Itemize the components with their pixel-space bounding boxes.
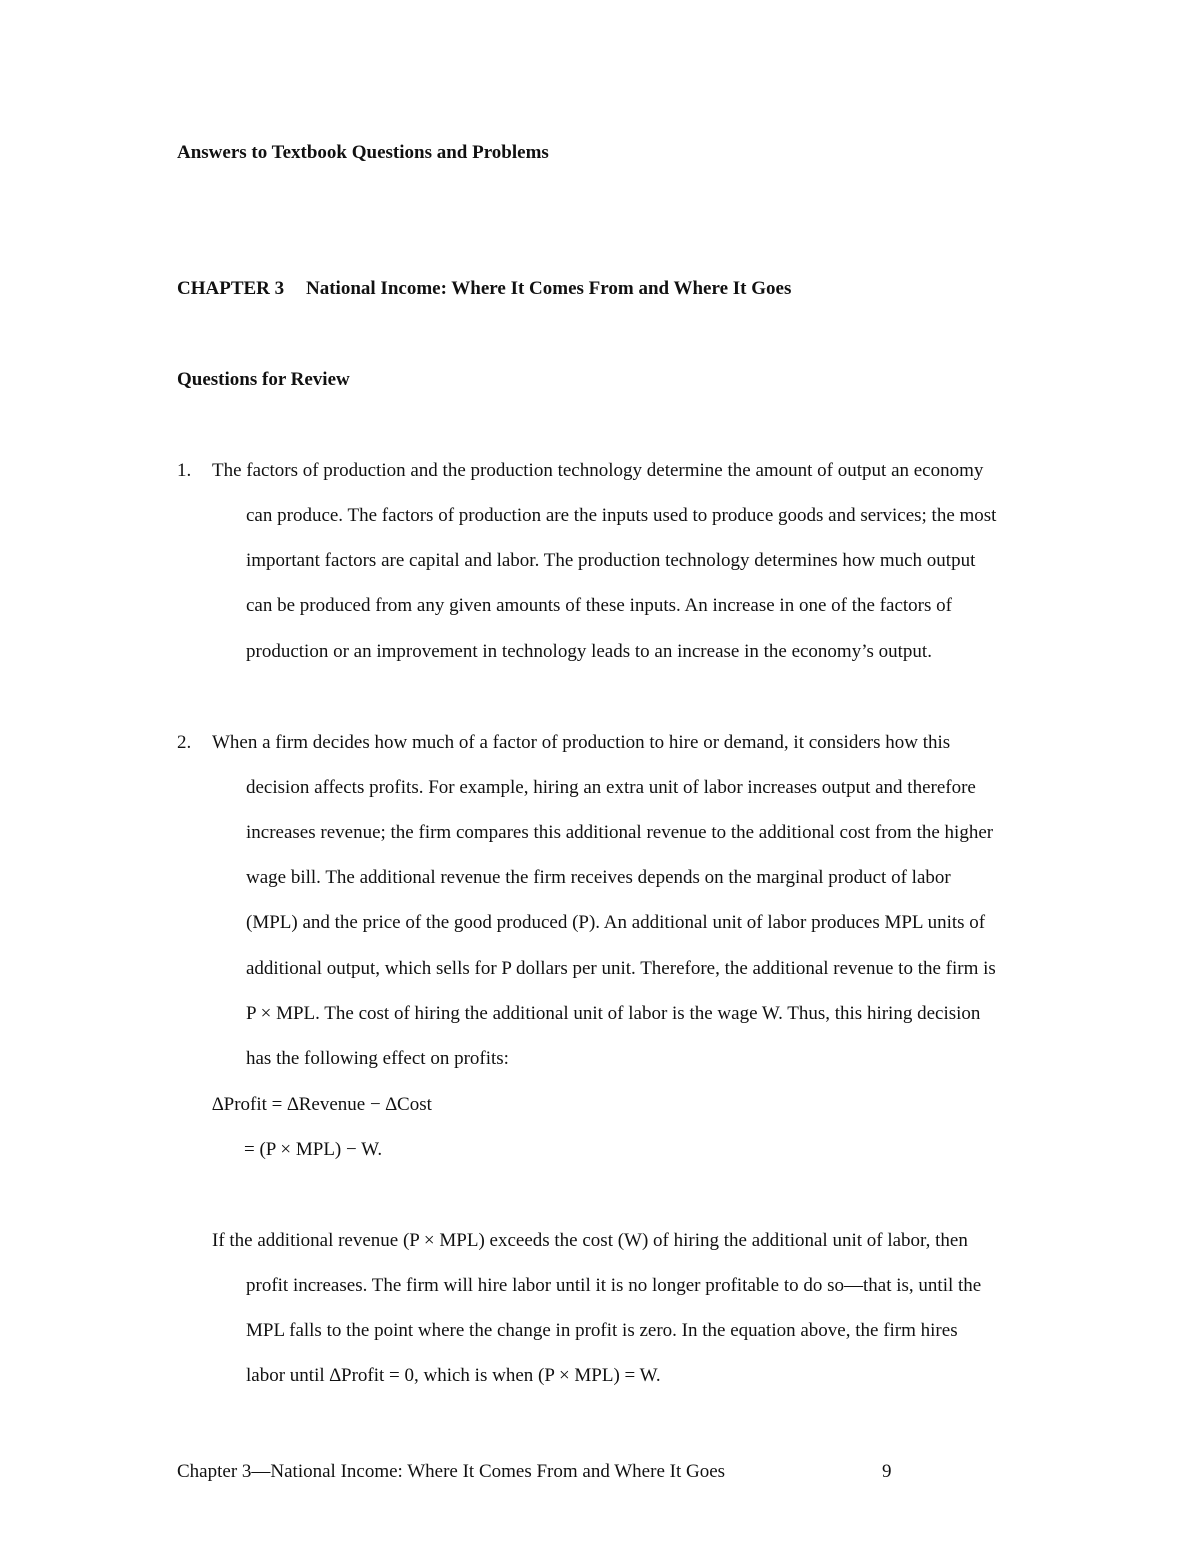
question-2-line: wage bill. The additional revenue the firm receives depends on the marginal product of labor — [246, 867, 951, 888]
question-1-line: The factors of production and the production technology determine the amount of output an economy — [212, 460, 984, 481]
question-2-line: decision affects profits. For example, hiring an extra unit of labor increases output and therefore — [246, 777, 976, 798]
question-2-line: P × MPL. The cost of hiring the additional unit of labor is the wage W. Thus, this hiring decision — [246, 1003, 981, 1024]
question-2-line: When a firm decides how much of a factor of production to hire or demand, it considers how this — [212, 732, 951, 753]
question-1-line: can produce. The factors of production are the inputs used to produce goods and services; the most — [246, 505, 997, 526]
chapter-label: CHAPTER 3 — [177, 278, 285, 299]
question-2-line: (MPL) and the price of the good produced (P). An additional unit of labor produces MPL units of — [246, 912, 986, 933]
page-number: 9 — [882, 1461, 892, 1482]
question-2-followup-line: If the additional revenue (P × MPL) exceeds the cost (W) of hiring the additional unit of labor, then — [212, 1230, 968, 1251]
question-2-line: has the following effect on profits: — [246, 1048, 509, 1069]
question-2-followup-line: labor until ∆Profit = 0, which is when (P × MPL) = W. — [246, 1365, 661, 1386]
page-title: Answers to Textbook Questions and Problems — [177, 142, 549, 163]
question-1-line: can be produced from any given amounts of these inputs. An increase in one of the factors of — [246, 595, 952, 616]
question-1-line: important factors are capital and labor. The production technology determines how much output — [246, 550, 976, 571]
question-2-line: increases revenue; the firm compares this additional revenue to the additional cost from the higher — [246, 822, 994, 843]
question-1-number: 1. — [177, 460, 192, 481]
question-2-line: additional output, which sells for P dollars per unit. Therefore, the additional revenue to the firm is — [246, 958, 996, 979]
chapter-title: National Income: Where It Comes From and Where It Goes — [306, 278, 792, 299]
equation-line-2: = (P × MPL) − W. — [244, 1139, 383, 1160]
equation-line-1: ∆Profit = ∆Revenue − ∆Cost — [212, 1094, 432, 1115]
question-1-line: production or an improvement in technology leads to an increase in the economy’s output. — [246, 641, 932, 662]
footer-running-title: Chapter 3—National Income: Where It Comes From and Where It Goes — [177, 1461, 726, 1482]
question-2-followup-line: MPL falls to the point where the change in profit is zero. In the equation above, the firm hires — [246, 1320, 958, 1341]
section-title: Questions for Review — [177, 369, 350, 390]
question-2-followup-line: profit increases. The firm will hire labor until it is no longer profitable to do so—that is, until the — [246, 1275, 982, 1296]
question-2-number: 2. — [177, 732, 192, 753]
